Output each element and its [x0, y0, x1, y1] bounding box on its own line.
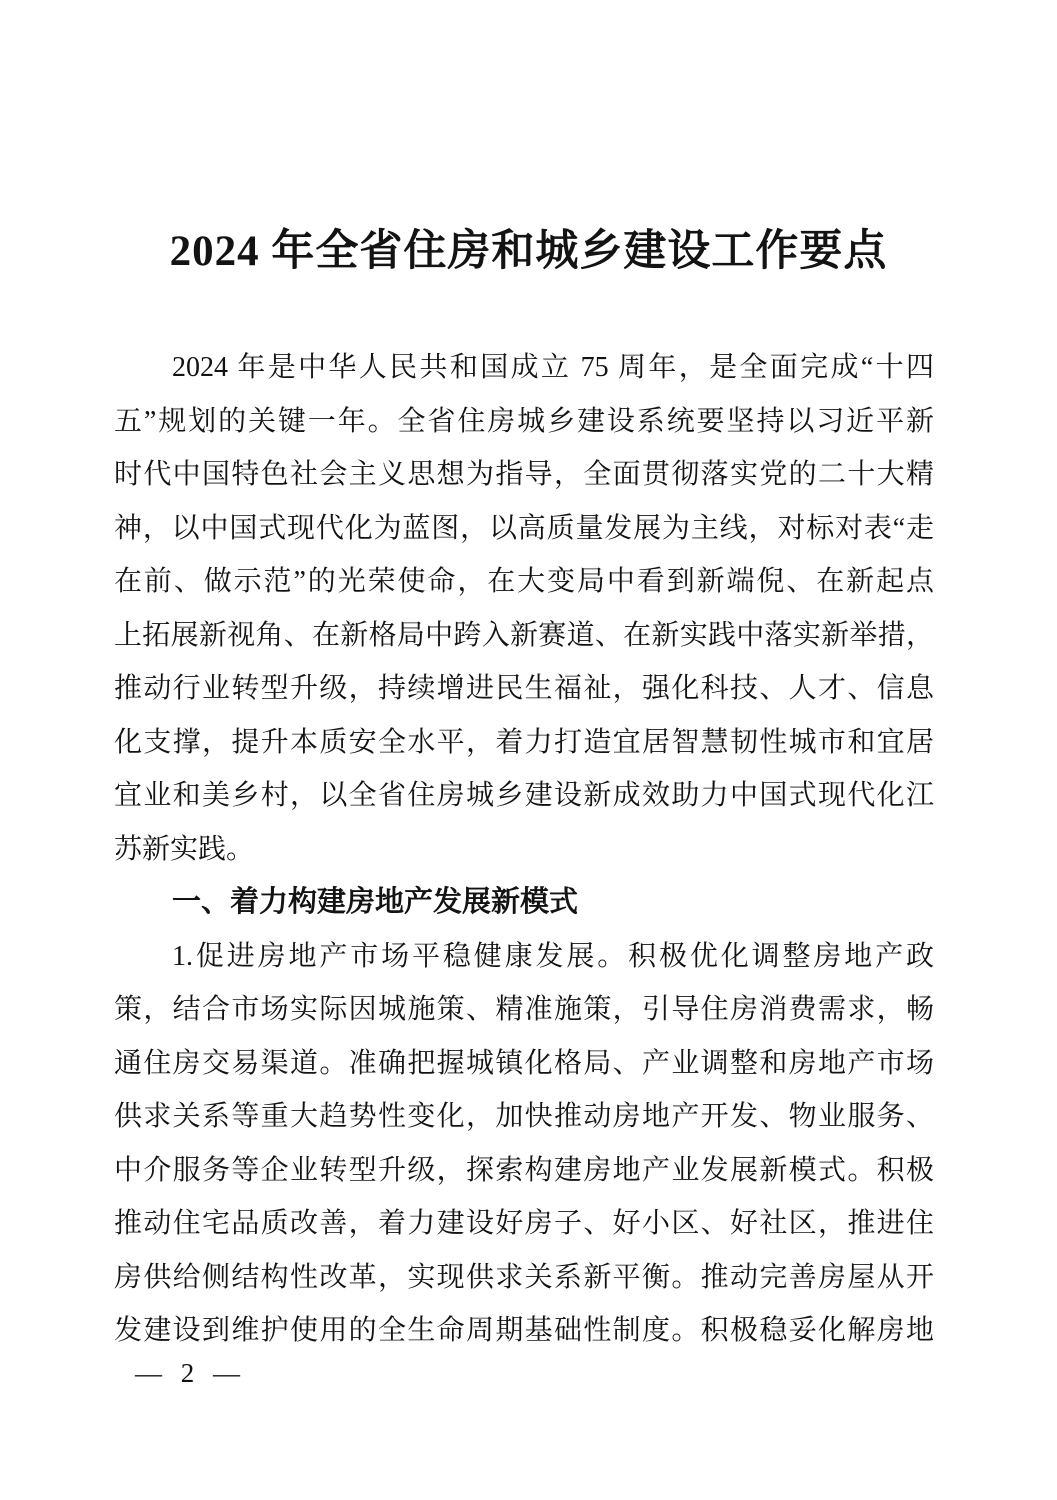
text-line: 策，结合市场实际因城施策、精准施策，引导住房消费需求，畅	[114, 994, 934, 1025]
text-line: 推动住宅品质改善，着力建设好房子、好小区、好社区，推进住	[114, 1208, 934, 1239]
text-line: 中介服务等企业转型升级，探索构建房地产业发展新模式。积极	[114, 1154, 934, 1186]
text-line: 2024 年是中华人民共和国成立 75 周年，是全面完成“十四	[172, 352, 934, 383]
document-title: 2024 年全省住房和城乡建设工作要点	[169, 228, 888, 275]
text-line: 通住房交易渠道。准确把握城镇化格局、产业调整和房地产市场	[114, 1047, 934, 1079]
page-number: — 2 —	[135, 1358, 243, 1388]
text-line: 供求关系等重大趋势性变化，加快推动房地产开发、物业服务、	[114, 1101, 934, 1132]
text-line: 五”规划的关键一年。全省住房城乡建设系统要坚持以习近平新	[114, 405, 934, 437]
text-line: 房供给侧结构性改革，实现供求关系新平衡。推动完善房屋从开	[114, 1261, 934, 1293]
text-line: 化支撑，提升本质安全水平，着力打造宜居智慧韧性城市和宜居	[114, 726, 934, 758]
text-line: 1.促进房地产市场平稳健康发展。积极优化调整房地产政	[172, 940, 934, 972]
text-line: 苏新实践。	[114, 833, 255, 865]
text-line: 宜业和美乡村，以全省住房城乡建设新成效助力中国式现代化江	[114, 780, 934, 811]
document-body	[114, 341, 934, 1358]
text-line: 神，以中国式现代化为蓝图，以高质量发展为主线，对标对表“走	[114, 512, 934, 544]
text-line: 在前、做示范”的光荣使命，在大变局中看到新端倪、在新起点	[114, 566, 934, 597]
section-heading: 一、着力构建房地产发展新模式	[172, 886, 579, 918]
text-line: 时代中国特色社会主义思想为指导，全面贯彻落实党的二十大精	[114, 459, 934, 490]
text-line: 发建设到维护使用的全生命周期基础性制度。积极稳妥化解房地	[114, 1315, 934, 1346]
text-line: 推动行业转型升级，持续增进民生福祉，强化科技、人才、信息	[114, 673, 934, 704]
text-line: 上拓展新视角、在新格局中跨入新赛道、在新实践中落实新举措，	[114, 619, 934, 651]
